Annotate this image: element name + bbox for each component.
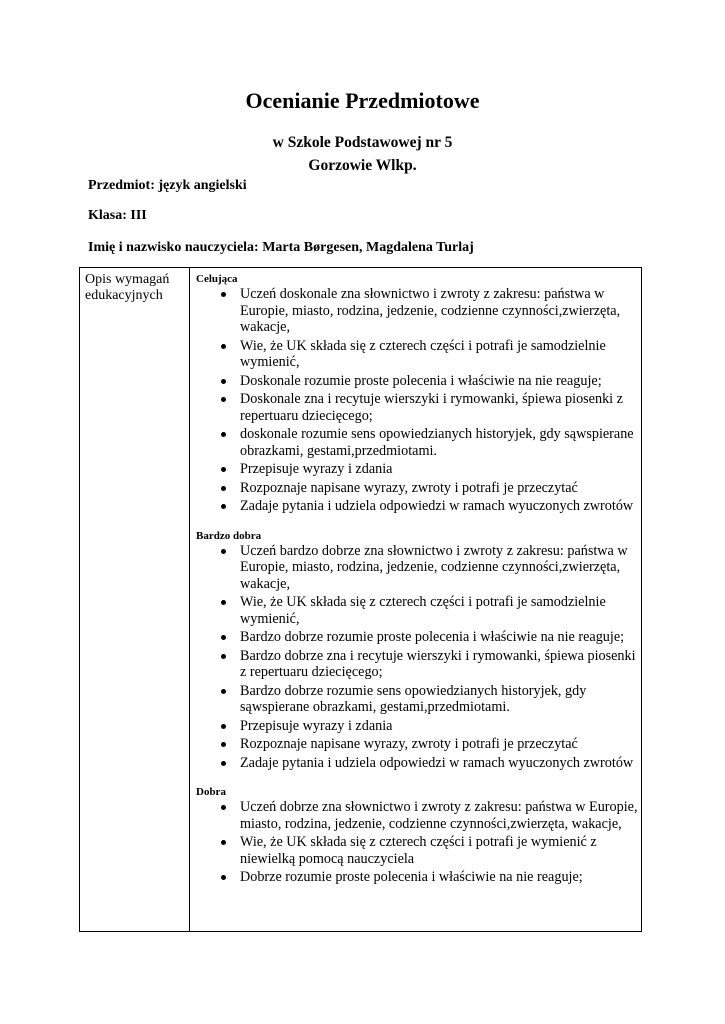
list-item xyxy=(196,391,638,424)
bullet-icon xyxy=(221,635,226,640)
list-item-text: Zadaje pytania i udziela odpowiedzi w ramach wyuczonych zwrotów xyxy=(240,498,634,514)
list-item-text: Wie, że UK składa się z czterech części i potrafi je samodzielnie wymienić, xyxy=(240,337,606,370)
requirements-table xyxy=(79,267,642,932)
bullet-icon xyxy=(221,486,226,491)
requirements-list xyxy=(196,799,638,886)
list-item xyxy=(196,480,638,497)
list-item-text: Przepisuje wyrazy i zdania xyxy=(240,461,393,477)
list-item-text: Uczeń doskonale zna słownictwo i zwroty z zakresu: państwa w Europie, miasto, rodzina, jedzenie, codzienne czynności,zwierzęta, wakacje, xyxy=(240,286,621,335)
bullet-icon xyxy=(221,840,226,845)
bullet-icon xyxy=(221,724,226,729)
page-title: Ocenianie Przedmiotowe xyxy=(245,88,480,113)
bullet-icon xyxy=(221,742,226,747)
list-item-text: Dobrze rozumie proste polecenia i właściwie na nie reaguje; xyxy=(240,869,583,885)
list-item-text: Uczeń dobrze zna słownictwo i zwroty z zakresu: państwa w Europie, miasto, rodzina, jedzenie, codzienne czynności,zwierzęta, wakacje, xyxy=(240,799,638,832)
list-item xyxy=(196,648,638,681)
list-item-text: Zadaje pytania i udziela odpowiedzi w ramach wyuczonych zwrotów xyxy=(240,754,634,771)
list-item-text: Wie, że UK składa się z czterech części i potrafi je samodzielnie wymienić, xyxy=(240,594,606,627)
list-item-text: Rozpoznaje napisane wyrazy, zwroty i potrafi je przeczytać xyxy=(240,479,578,496)
list-item xyxy=(196,869,638,886)
bullet-icon xyxy=(221,344,226,349)
bullet-icon xyxy=(221,805,226,810)
bullet-icon xyxy=(221,875,226,880)
list-item xyxy=(196,543,638,593)
bullet-icon xyxy=(221,600,226,605)
class-label: Klasa: III xyxy=(88,208,147,223)
teacher-label: Imię i nazwisko nauczyciela: Marta Børgesen, Magdalena Turlaj xyxy=(88,240,474,255)
list-item xyxy=(196,286,638,336)
list-item-text: Doskonale zna i recytuje wierszyki i rymowanki, śpiewa piosenki z repertuaru dziecięcego; xyxy=(240,391,623,424)
school-city: Gorzowie Wlkp. xyxy=(308,157,417,174)
requirements-list xyxy=(196,286,638,515)
list-item xyxy=(196,338,638,371)
requirements-list xyxy=(196,543,638,772)
school-name: w Szkole Podstawowej nr 5 xyxy=(272,134,453,151)
subject-label: Przedmiot: język angielski xyxy=(88,178,247,193)
grade-heading: Celująca xyxy=(196,273,238,285)
list-item xyxy=(196,683,638,716)
bullet-icon xyxy=(221,689,226,694)
bullet-icon xyxy=(221,292,226,297)
list-item-text: Doskonale rozumie proste polecenia i właściwie na nie reaguje; xyxy=(240,372,602,389)
list-item xyxy=(196,799,638,832)
grades-cell xyxy=(196,272,638,888)
requirements-header-cell: Opis wymagań edukacyjnych xyxy=(85,272,170,303)
list-item-text: Wie, że UK składa się z czterech części i potrafi je wymienić z niewielką pomocą nauczyciela xyxy=(240,834,597,867)
list-item xyxy=(196,498,638,515)
list-item xyxy=(196,426,638,459)
list-item-text: Uczeń bardzo dobrze zna słownictwo i zwroty z zakresu: państwa w Europie, miasto, rodzina, jedzenie, codzienne czynności,zwierzęta, wakacje, xyxy=(240,542,628,592)
list-item-text: Bardzo dobrze rozumie sens opowiedzianych historyjek, gdy sąwspierane obrazkami, gestami,przedmiotami. xyxy=(240,682,587,715)
list-item-text: Bardzo dobrze rozumie proste polecenia i właściwie na nie reaguje; xyxy=(240,629,625,645)
list-item-text: Rozpoznaje napisane wyrazy, zwroty i potrafi je przeczytać xyxy=(240,736,578,752)
bullet-icon xyxy=(221,397,226,402)
bullet-icon xyxy=(221,379,226,384)
list-item xyxy=(196,461,638,478)
bullet-icon xyxy=(221,432,226,437)
bullet-icon xyxy=(221,654,226,659)
bullet-icon xyxy=(221,504,226,509)
grade-heading: Bardzo dobra xyxy=(196,529,262,542)
list-item xyxy=(196,755,638,772)
list-item-text: Przepisuje wyrazy i zdania xyxy=(240,717,393,734)
list-item xyxy=(196,718,638,735)
bullet-icon xyxy=(221,467,226,472)
column-divider xyxy=(189,268,190,931)
list-item xyxy=(196,834,638,867)
list-item xyxy=(196,629,638,646)
grade-heading: Dobra xyxy=(196,786,226,798)
bullet-icon xyxy=(221,549,226,554)
bullet-icon xyxy=(221,761,226,766)
list-item-text: Bardzo dobrze zna i recytuje wierszyki i rymowanki, śpiewa piosenki z repertuaru dziecięcego; xyxy=(240,647,636,680)
list-item-text: doskonale rozumie sens opowiedzianych historyjek, gdy sąwspierane obrazkami, gestami,przedmiotami. xyxy=(240,426,634,459)
list-item xyxy=(196,736,638,753)
list-item xyxy=(196,373,638,390)
list-item xyxy=(196,594,638,627)
